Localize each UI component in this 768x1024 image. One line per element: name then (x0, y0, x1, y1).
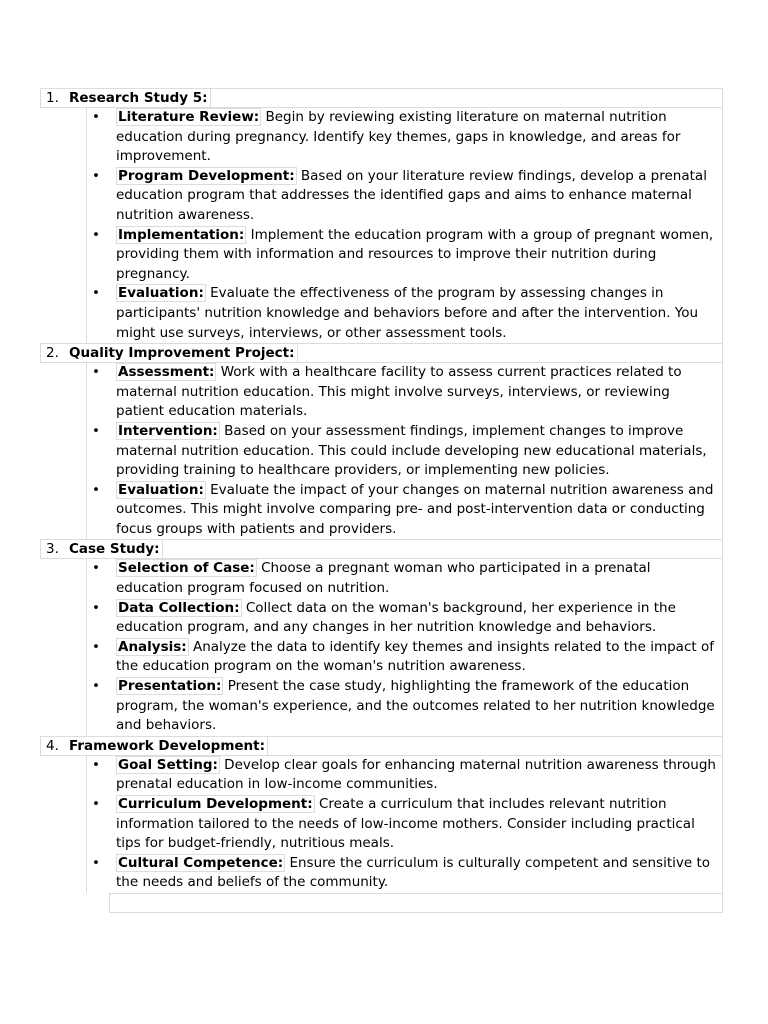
item-label: Analysis: (118, 638, 187, 655)
list-item (87, 226, 722, 285)
item-label: Cultural Competence: (118, 854, 284, 871)
list-item (87, 677, 722, 736)
item-label: Implementation: (118, 226, 245, 243)
item-label: Program Development: (118, 167, 295, 184)
bullet-list (86, 756, 723, 893)
section-heading (40, 88, 723, 108)
item-label: Goal Setting: (118, 756, 218, 773)
list-section (40, 343, 723, 539)
section-heading (40, 343, 723, 363)
section-number: 1. (46, 90, 59, 106)
item-text: Implement the education program with a group of pregnant women, providing them with information and resources to improve their nutrition during pregnancy. (116, 226, 714, 282)
item-text: Create a curriculum that includes relevant nutrition information tailored to the needs of low-income mothers. Consider including practical tips for budget-friendly, nutritious meals. (116, 796, 695, 852)
list-item (87, 638, 722, 677)
list-item (87, 559, 722, 598)
bullet-icon: • (92, 422, 100, 439)
item-text: Present the case study, highlighting the framework of the education program, the woman's experience, and the outcomes related to her nutrition knowledge and behaviors. (116, 678, 715, 734)
item-label: Literature Review: (118, 109, 260, 125)
item-label: Evaluation: (118, 481, 204, 498)
bullet-list (86, 559, 723, 735)
item-text: Evaluate the effectiveness of the program by assessing changes in participants' nutrition knowledge and behaviors before and after the intervention. You might use surveys, interviews, or other assessment tools. (116, 285, 699, 341)
section-title: Case Study: (69, 539, 163, 559)
list-section (40, 539, 723, 735)
bullet-icon: • (92, 560, 100, 577)
numbered-list (40, 88, 723, 913)
bullet-icon: • (92, 638, 100, 655)
item-text: Ensure the curriculum is culturally competent and sensitive to the needs and beliefs of the community. (116, 854, 710, 891)
item-text: Work with a healthcare facility to assess current practices related to maternal nutrition education. This might involve surveys, interviews, or reviewing patient education materials. (116, 364, 682, 420)
list-item (87, 795, 722, 854)
section-heading (40, 736, 723, 756)
list-section (40, 736, 723, 893)
item-text: Based on your literature review findings, develop a prenatal education program that addresses the identified gaps and aims to enhance maternal nutrition awareness. (116, 167, 707, 223)
item-label: Curriculum Development: (118, 796, 313, 812)
section-title: Framework Development: (69, 736, 268, 756)
item-text: Choose a pregnant woman who participated in a prenatal education program focused on nutrition. (116, 560, 651, 597)
list-item (87, 756, 722, 795)
list-item (87, 363, 722, 422)
item-label: Data Collection: (118, 599, 240, 616)
item-label: Assessment: (118, 364, 215, 381)
item-label: Evaluation: (118, 285, 204, 302)
bullet-list (86, 108, 723, 343)
section-number: 4. (46, 737, 59, 754)
list-item (87, 599, 722, 638)
list-section (40, 88, 723, 343)
section-title: Research Study 5: (69, 88, 211, 108)
item-text: Begin by reviewing existing literature on maternal nutrition education during pregnancy. Identify key themes, gaps in knowledge, and areas for improvement. (116, 109, 681, 165)
section-number: 2. (46, 345, 59, 362)
bullet-list (86, 363, 723, 539)
bullet-icon: • (92, 285, 100, 302)
bullet-icon: • (92, 678, 100, 695)
list-item (87, 167, 722, 226)
section-title: Quality Improvement Project: (69, 343, 298, 363)
section-heading (40, 539, 723, 559)
empty-paragraph (109, 893, 723, 913)
bullet-icon: • (92, 599, 100, 616)
item-text: Develop clear goals for enhancing maternal nutrition awareness through prenatal education in low-income communities. (116, 756, 716, 793)
item-text: Analyze the data to identify key themes and insights related to the impact of the education program on the woman's nutrition awareness. (116, 638, 714, 675)
list-item (87, 854, 722, 893)
bullet-icon: • (92, 756, 100, 773)
item-label: Intervention: (118, 422, 218, 439)
list-item (87, 108, 722, 167)
section-number: 3. (46, 541, 59, 558)
list-item (87, 284, 722, 343)
item-text: Evaluate the impact of your changes on maternal nutrition awareness and outcomes. This might involve comparing pre- and post-intervention data or conducting focus groups with patients and providers. (116, 481, 714, 537)
bullet-icon: • (92, 854, 100, 871)
bullet-icon: • (92, 796, 100, 812)
item-label: Presentation: (118, 678, 222, 695)
bullet-icon: • (92, 481, 100, 498)
list-item (87, 422, 722, 481)
bullet-icon: • (92, 226, 100, 243)
bullet-icon: • (92, 364, 100, 381)
item-text: Based on your assessment findings, implement changes to improve maternal nutrition education. This could include developing new educational materials, providing training to healthcare providers, or implementing new policies. (116, 422, 707, 479)
item-text: Collect data on the woman's background, her experience in the education program, and any changes in her nutrition knowledge and behaviors. (116, 599, 676, 636)
item-label: Selection of Case: (118, 560, 255, 577)
bullet-icon: • (92, 167, 100, 184)
list-item (87, 481, 722, 540)
bullet-icon: • (92, 109, 100, 125)
